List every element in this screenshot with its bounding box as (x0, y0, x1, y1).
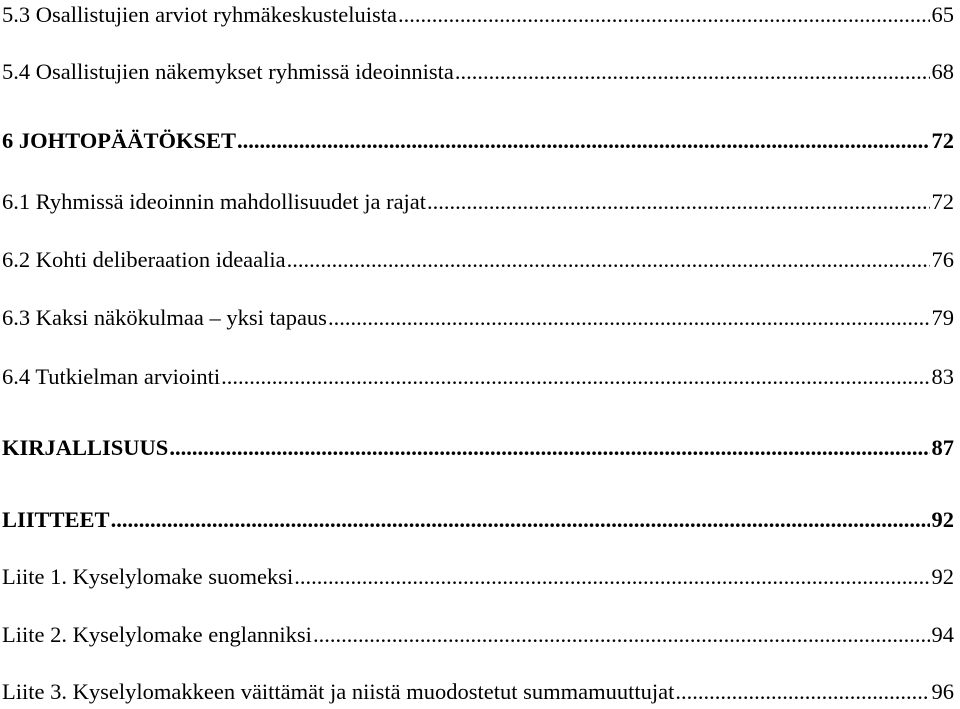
toc-page-number: 96 (931, 679, 954, 704)
toc-dot-leader (427, 187, 929, 217)
toc-entry-label: 6.1 Ryhmissä ideoinnin mahdollisuudet ja rajat (2, 189, 427, 214)
toc-page-number: 92 (931, 507, 954, 532)
toc-dot-leader (455, 57, 930, 87)
toc-dot-leader (398, 0, 930, 30)
toc-page-number: 79 (931, 305, 954, 330)
toc-entry-label: Liite 1. Kyselylomake suomeksi (2, 564, 294, 589)
toc-entry-5-3[interactable] (2, 0, 954, 30)
toc-page-number: 92 (931, 564, 954, 589)
toc-entry-label: KIRJALLISUUS (2, 435, 169, 460)
toc-entry-kirjallisuus[interactable] (2, 433, 954, 463)
toc-page-number: 87 (931, 435, 954, 460)
toc-entry-label: Liite 3. Kyselylomakkeen väittämät ja niistä muodostetut summamuuttujat (2, 679, 675, 704)
toc-entry-label: Liite 2. Kyselylomake englanniksi (2, 622, 312, 647)
toc-entry-liitteet[interactable] (2, 505, 954, 535)
toc-dot-leader (313, 620, 930, 650)
toc-entry-6-3[interactable] (2, 303, 954, 333)
toc-page-number: 68 (931, 59, 954, 84)
toc-page-number: 72 (931, 189, 954, 214)
toc-entry-label: 5.4 Osallistujien näkemykset ryhmissä ideoinnista (2, 59, 454, 84)
toc-entry-label: 6.4 Tutkielman arviointi (2, 364, 221, 389)
toc-dot-leader (237, 126, 929, 156)
toc-entry-6-1[interactable] (2, 187, 954, 217)
toc-entry-5-4[interactable] (2, 57, 954, 87)
toc-dot-leader (221, 362, 929, 392)
toc-page-number: 94 (931, 622, 954, 647)
toc-dot-leader (287, 245, 930, 275)
toc-dot-leader (675, 677, 929, 707)
toc-entry-liite-3[interactable] (2, 677, 954, 707)
toc-entry-label: 6.2 Kohti deliberaation ideaalia (2, 247, 286, 272)
toc-entry-6-2[interactable] (2, 245, 954, 275)
toc-page-number: 76 (931, 247, 954, 272)
toc-page-number: 83 (931, 364, 954, 389)
toc-entry-liite-2[interactable] (2, 620, 954, 650)
toc-page-number: 65 (931, 2, 954, 27)
toc-dot-leader (169, 433, 929, 463)
toc-entry-6[interactable] (2, 126, 954, 156)
toc-entry-label: 6 JOHTOPÄÄTÖKSET (2, 128, 237, 153)
toc-entry-liite-1[interactable] (2, 562, 954, 592)
toc-entry-label: LIITTEET (2, 507, 110, 532)
toc-entry-label: 6.3 Kaksi näkökulmaa – yksi tapaus (2, 305, 327, 330)
toc-page-number: 72 (931, 128, 954, 153)
toc-entry-6-4[interactable] (2, 362, 954, 392)
toc-entry-label: 5.3 Osallistujien arviot ryhmäkeskusteluista (2, 2, 397, 27)
toc-dot-leader (111, 505, 930, 535)
toc-dot-leader (294, 562, 929, 592)
toc-dot-leader (328, 303, 930, 333)
